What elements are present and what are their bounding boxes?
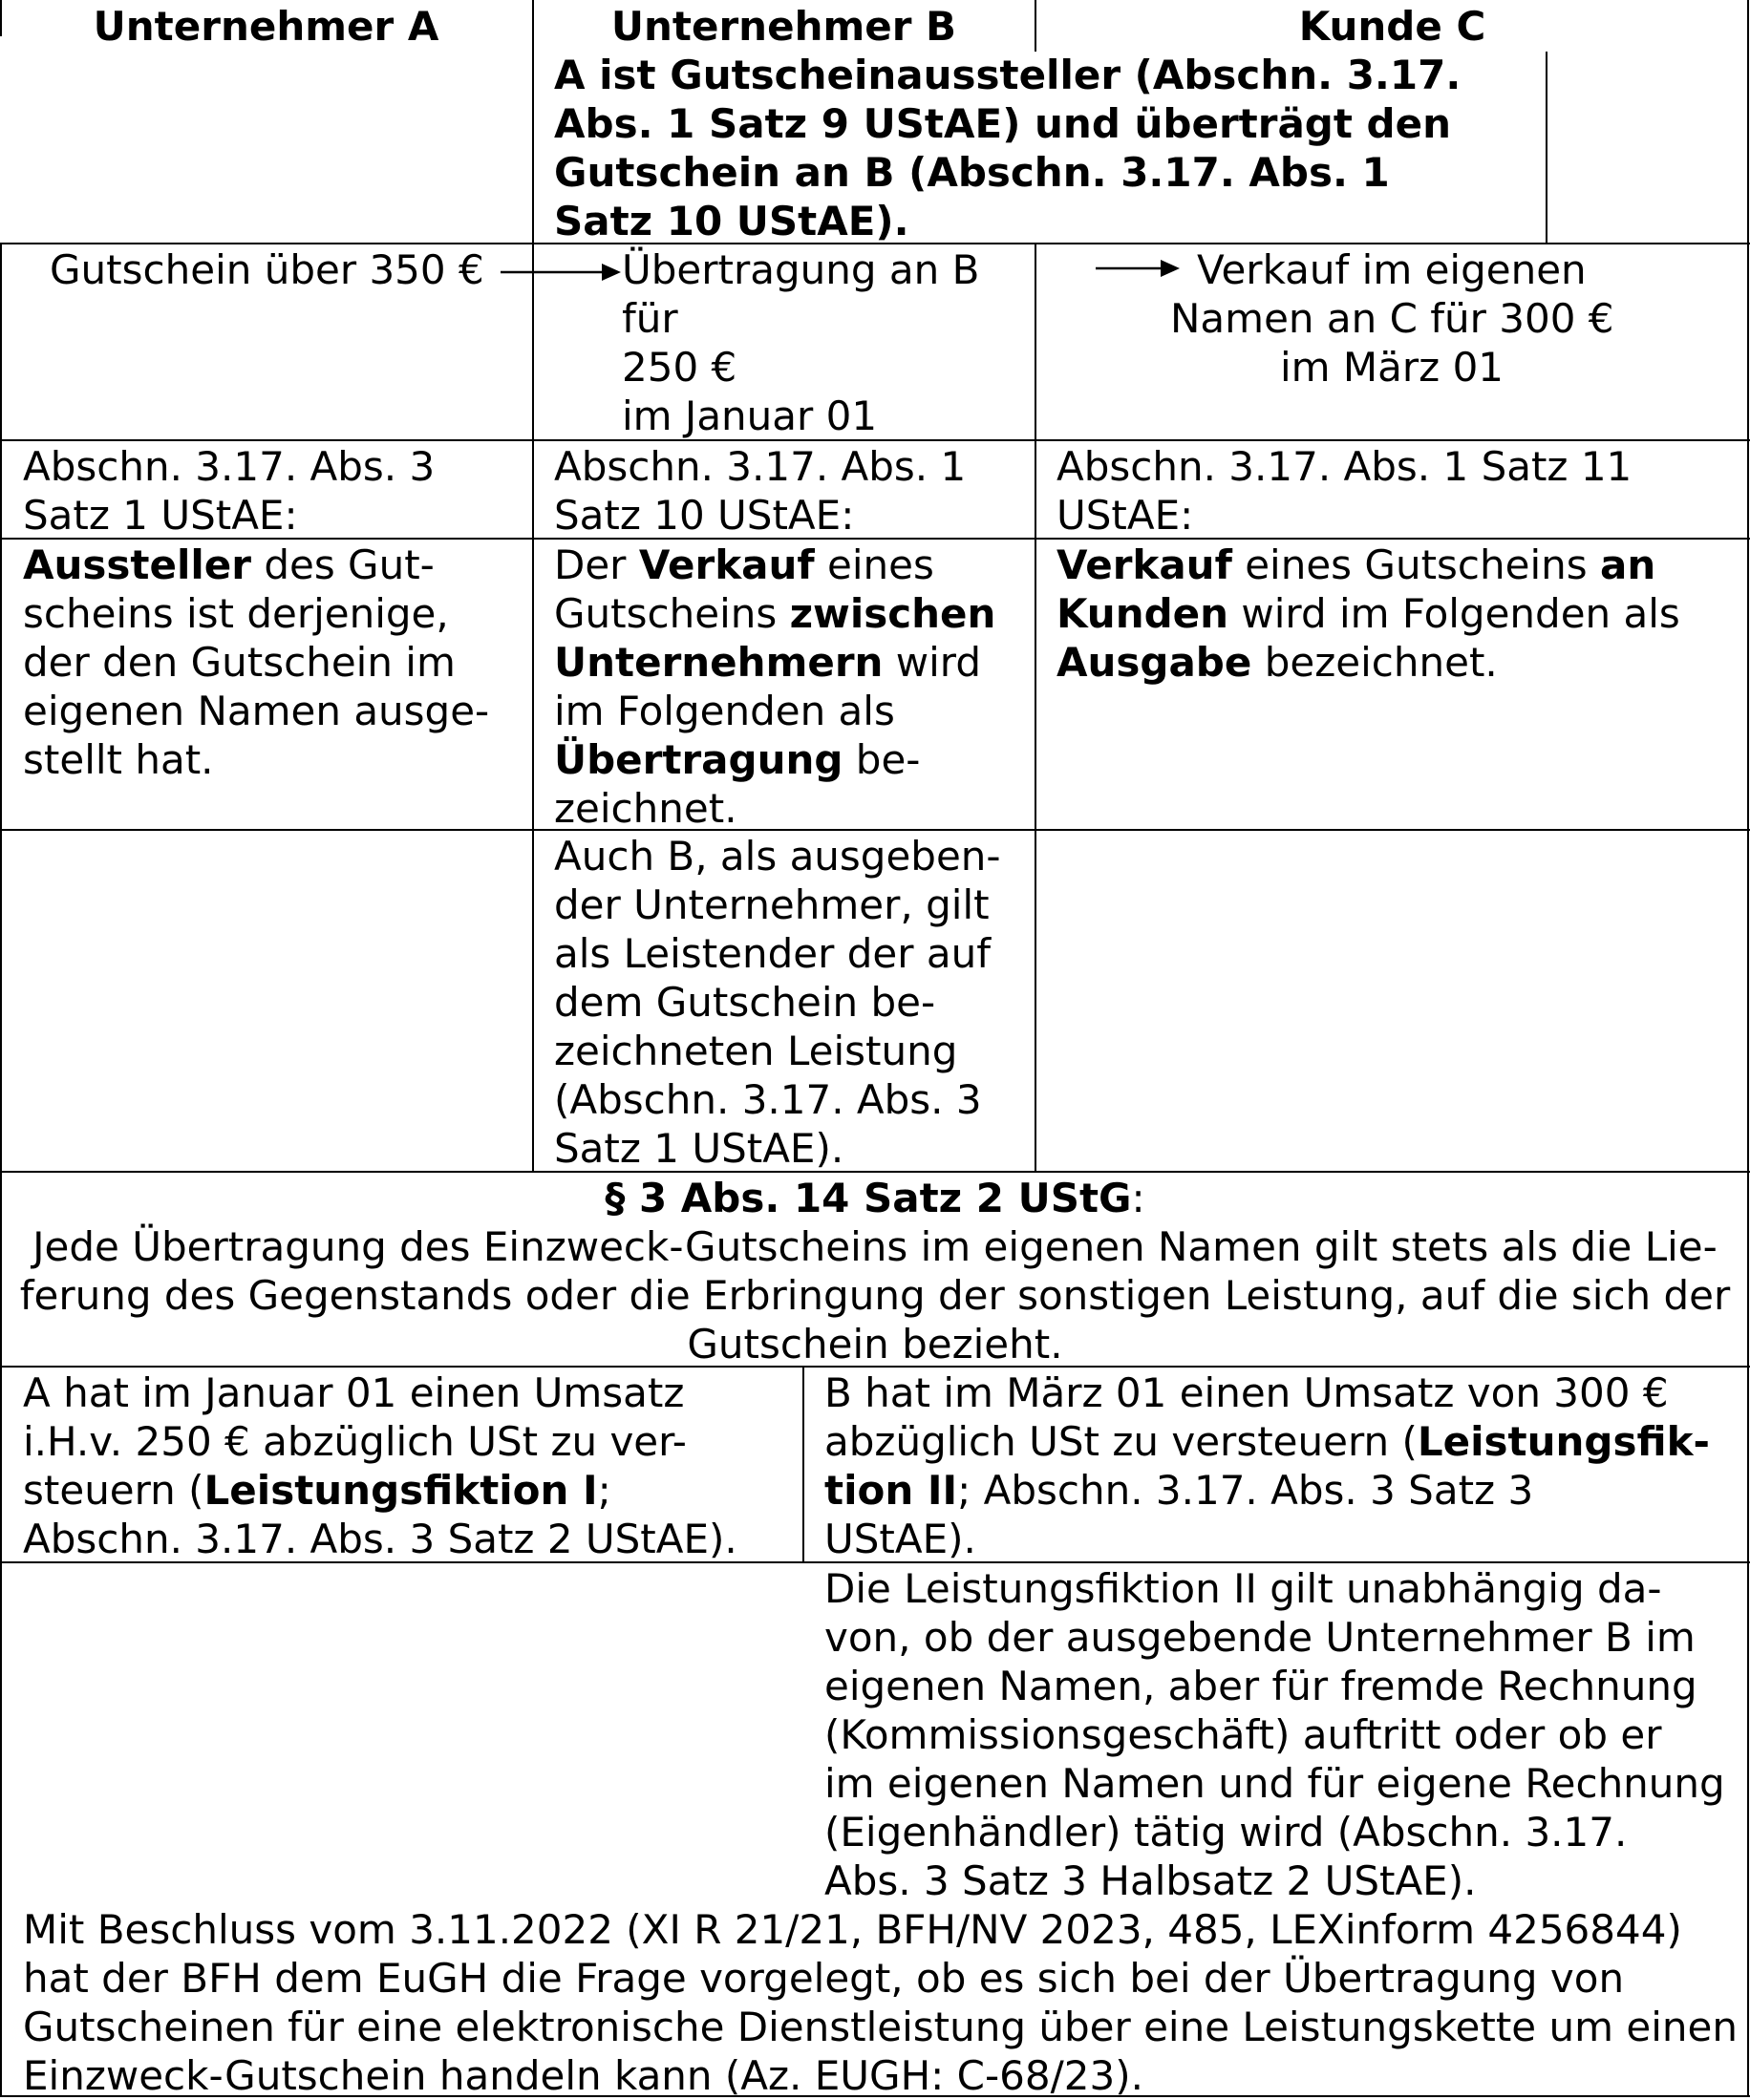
column-header-c: Kunde C	[1298, 3, 1486, 50]
grid-line	[0, 1171, 1750, 1173]
flow-voucher-a: Gutschein über 350 €	[50, 246, 484, 293]
column-header-a: Unternehmer A	[93, 3, 439, 50]
grid-line	[0, 829, 1750, 831]
arrow-right-icon	[501, 258, 625, 286]
grid-line	[1747, 0, 1749, 2097]
law-title: § 3 Abs. 14 Satz 2 UStG:	[605, 1175, 1145, 1221]
grid-line	[1035, 243, 1036, 1172]
column-header-b: Unternehmer B	[610, 3, 957, 50]
grid-line	[0, 243, 2, 2097]
grid-line	[532, 0, 534, 1172]
arrow-right-icon	[1096, 256, 1182, 285]
grid-line	[802, 1366, 804, 1561]
grid-line	[1546, 52, 1547, 243]
